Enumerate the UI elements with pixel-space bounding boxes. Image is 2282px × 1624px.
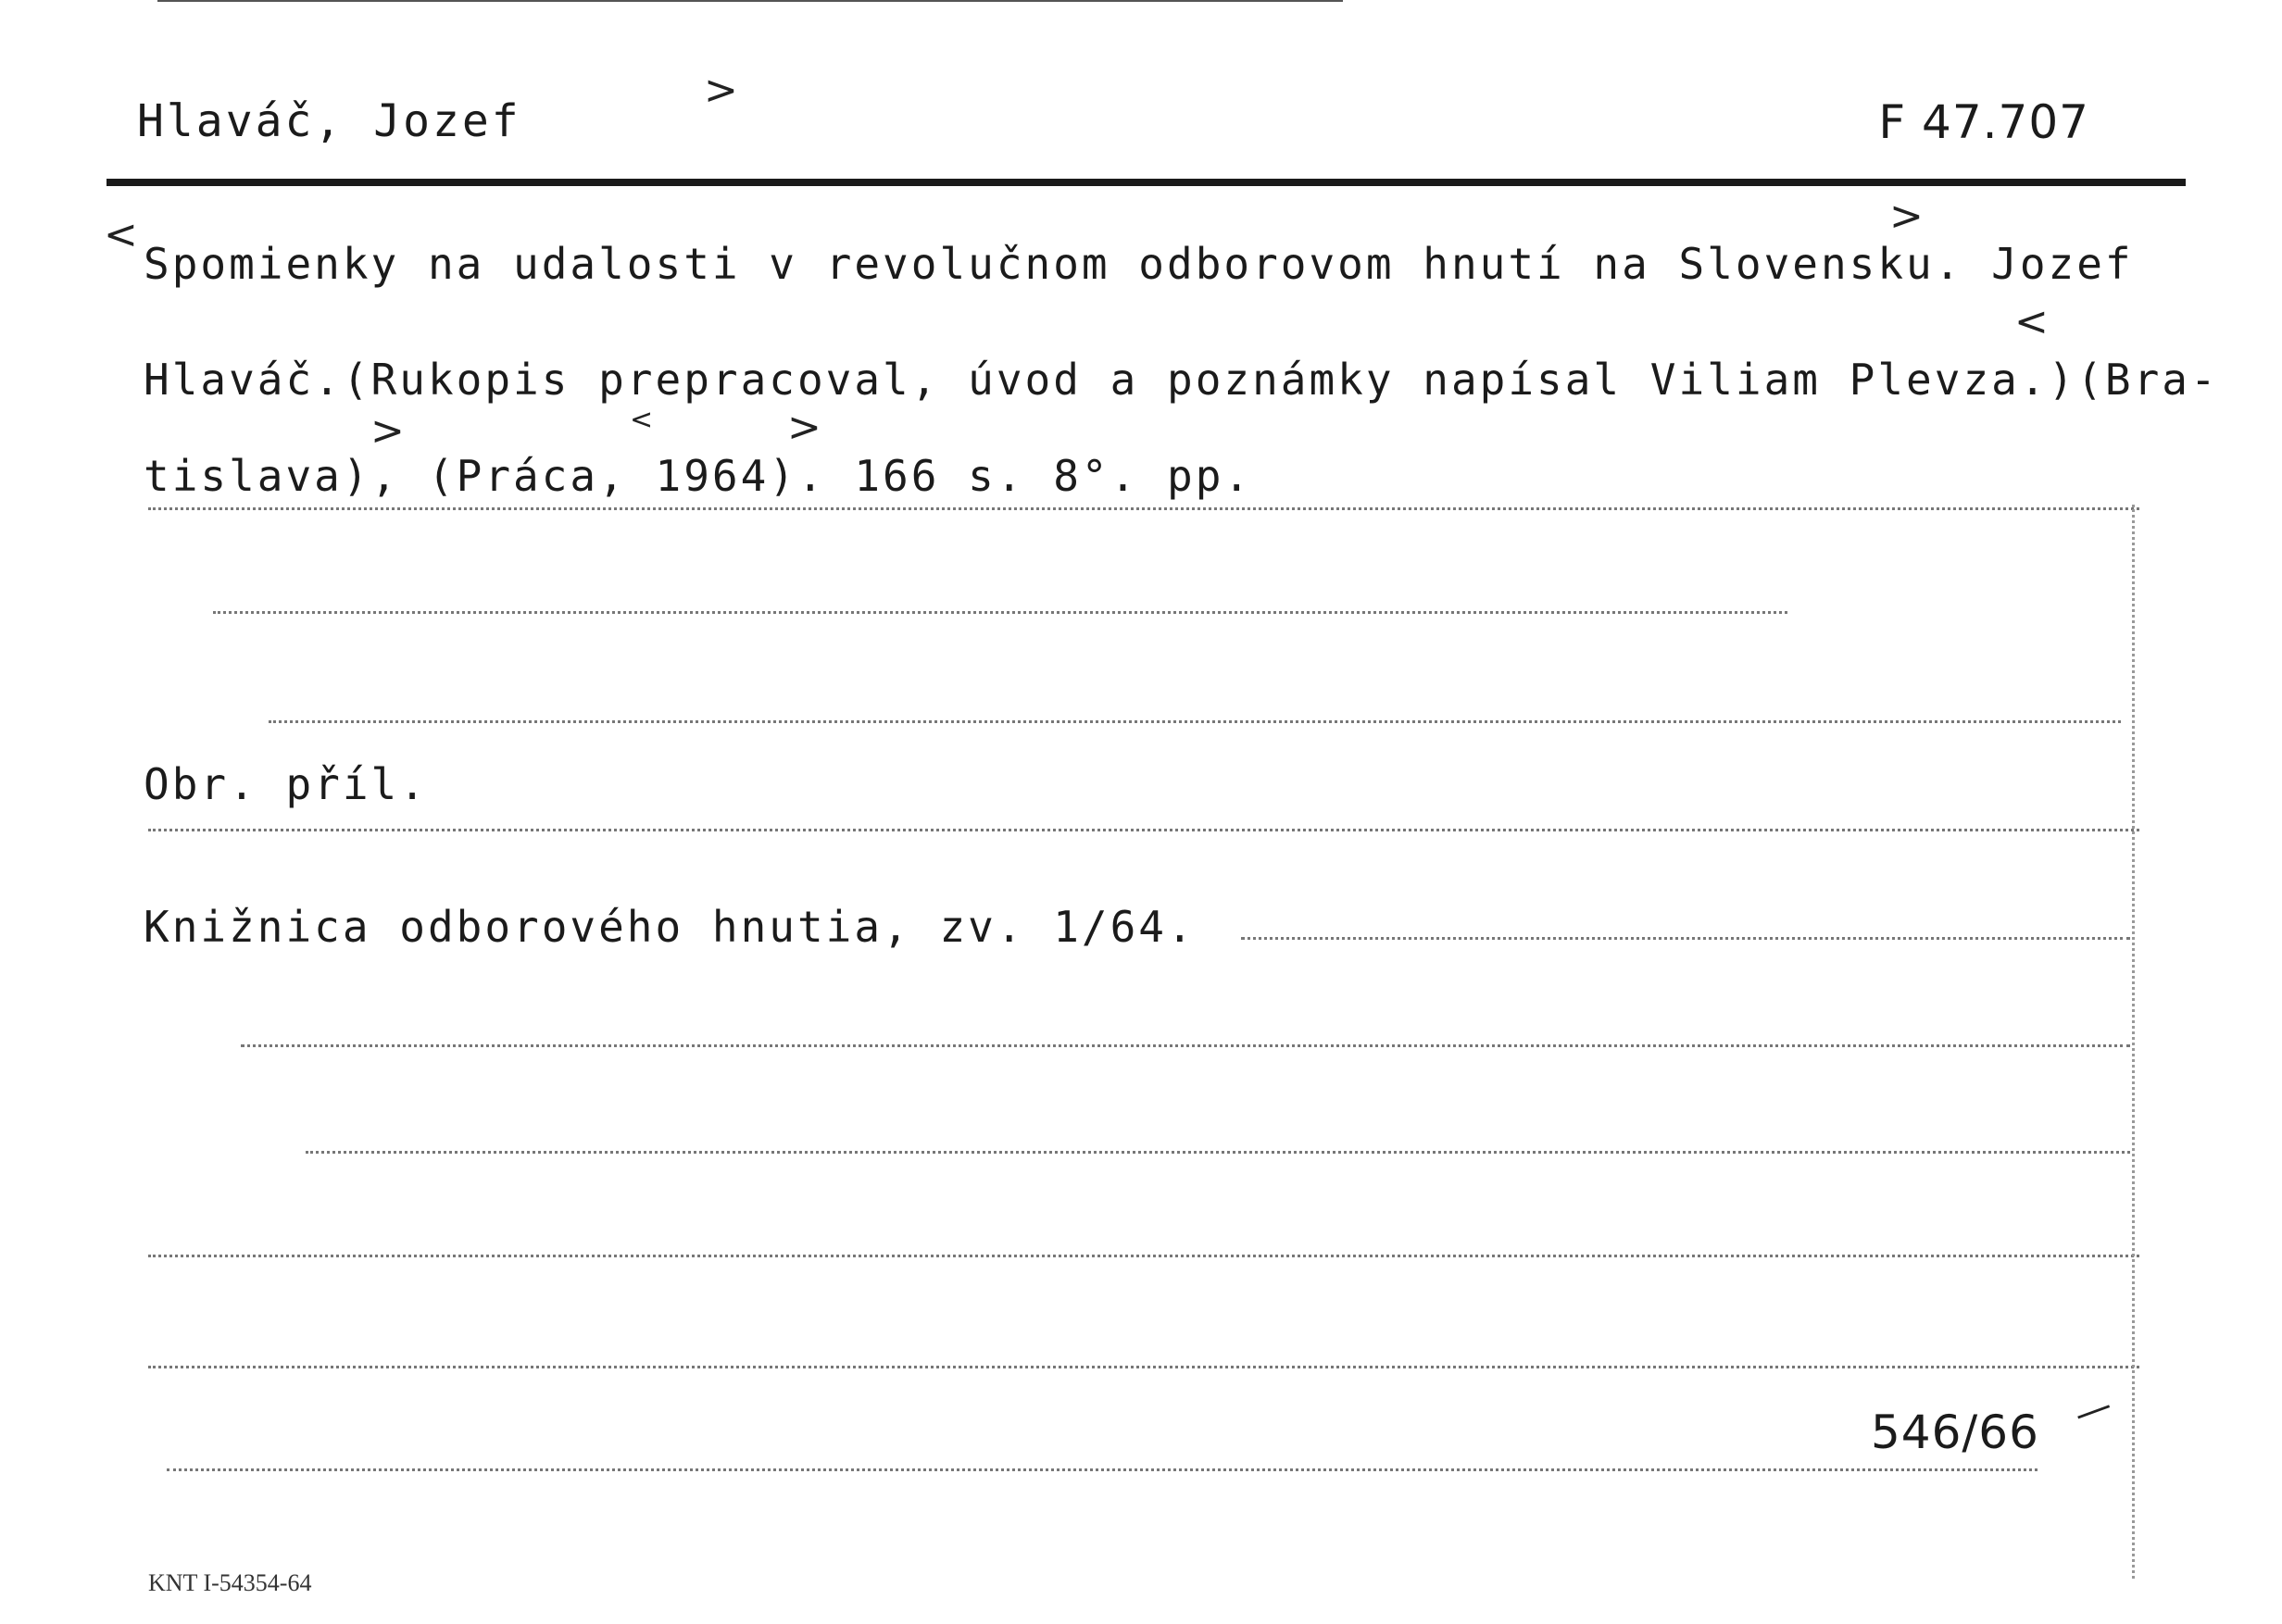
series-statement: Knižnica odborového hnutia, zv. 1/64. (144, 902, 1196, 952)
right-margin-dotted-rule (2132, 505, 2135, 1579)
bracket-mark: < (2014, 298, 2049, 345)
ruled-dotted-line (148, 1255, 2139, 1257)
ruled-dotted-line (269, 720, 2121, 723)
top-edge-line (157, 0, 1343, 2)
accession-number: 546/66 (1871, 1405, 2039, 1459)
ruled-dotted-line (241, 1044, 2130, 1047)
ruled-dotted-line (1241, 937, 2130, 940)
author-heading: Hlaváč, Jozef (137, 95, 521, 147)
pencil-stroke: — (2068, 1383, 2118, 1437)
bracket-mark: > (787, 404, 821, 451)
ruled-dotted-line (213, 611, 1787, 614)
bracket-mark: < (104, 211, 138, 258)
ruled-dotted-line (148, 507, 2139, 510)
title-line-2: Hlaváč.(Rukopis prepracoval, úvod a poznámky napísal Viliam Plevza.)(Bra- (144, 355, 2219, 405)
title-line-1: Spomienky na udalosti v revolučnom odborovom hnutí na Slovensku. Jozef (144, 239, 2134, 289)
note-illustrations: Obr. příl. (144, 759, 428, 809)
call-number: F 47.707 (1878, 95, 2089, 149)
ruled-dotted-line (306, 1151, 2130, 1154)
ruled-dotted-line (148, 829, 2139, 831)
bracket-mark: > (704, 67, 738, 114)
footer-code: KNT I-54354-64 (148, 1569, 312, 1596)
bracket-mark: > (370, 407, 405, 455)
heading-divider (107, 179, 2186, 186)
ruled-dotted-line (167, 1468, 2038, 1471)
title-line-3: tislava), (Práca, 1964). 166 s. 8°. pp. (144, 451, 1253, 501)
ruled-dotted-line (148, 1366, 2139, 1368)
bracket-mark: < (630, 404, 654, 436)
bracket-mark: > (1889, 193, 1924, 240)
